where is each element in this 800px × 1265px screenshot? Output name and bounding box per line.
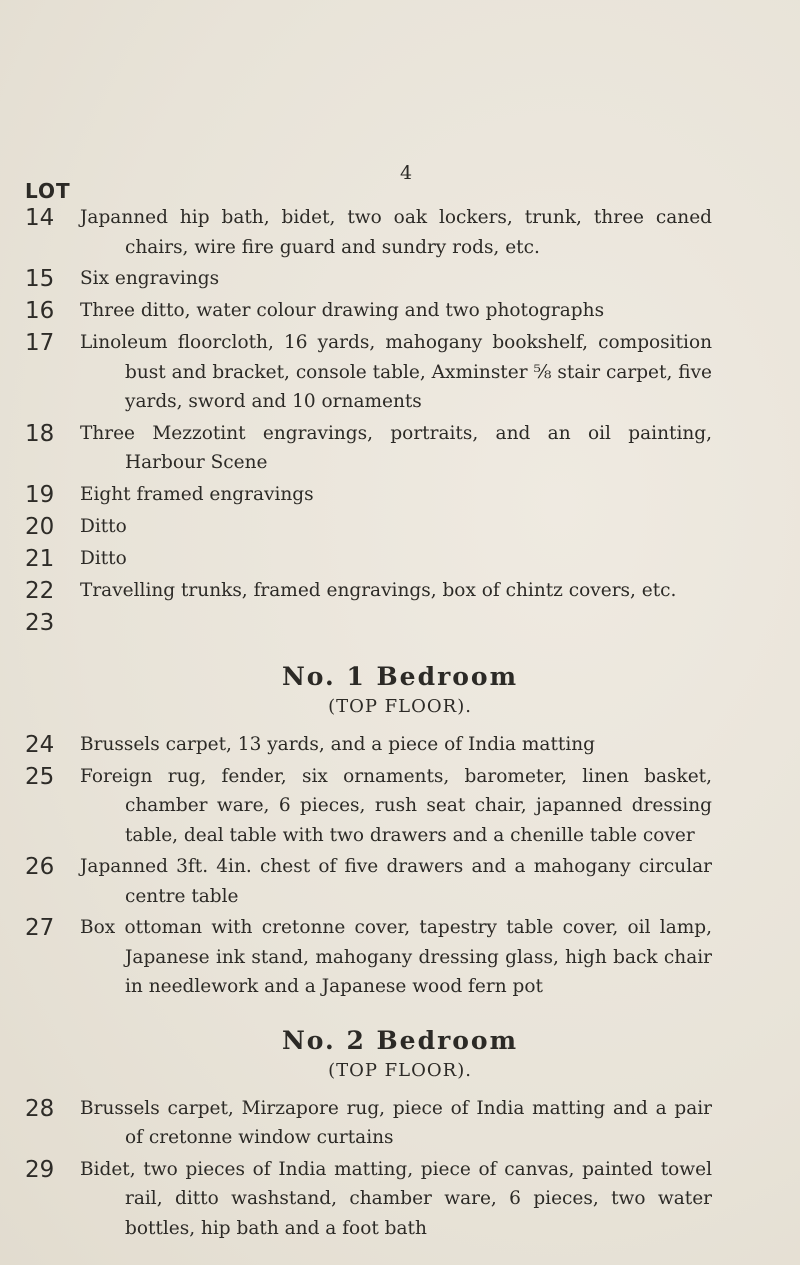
lot-number: 28	[25, 1095, 55, 1122]
lot-number: 16	[25, 298, 55, 324]
section-subtitle: (TOP FLOOR).	[328, 695, 472, 717]
lot-description: Travelling trunks, framed engravings, box of chintz covers, etc.	[80, 579, 677, 601]
lot-description: Ditto	[80, 547, 127, 569]
section-subtitle: (TOP FLOOR).	[328, 1059, 472, 1081]
lot-number: 15	[25, 266, 55, 292]
section-title: No. 1 Bedroom	[281, 661, 519, 691]
lot-description: Linoleum floorcloth, 16 yards, mahogany bookshelf, composition bust and bracket, console table, Axminster ⅝ stair carpet, five yards, sword and 10 ornaments	[80, 332, 712, 412]
lot-number: 14	[25, 205, 55, 231]
section-title: No. 2 Bedroom	[281, 1025, 519, 1055]
lot-number: 24	[25, 731, 55, 758]
lot-number: 27	[25, 915, 55, 941]
lot-number: 18	[25, 420, 55, 447]
lot-description: Japanned hip bath, bidet, two oak lockers, trunk, three caned chairs, wire fire guard and sundry rods, etc.	[80, 207, 712, 258]
lot-description: Brussels carpet, 13 yards, and a piece of India matting	[80, 733, 595, 755]
lot-column-header: LOT	[25, 179, 71, 203]
lot-description: Japanned 3ft. 4in. chest of five drawers and a mahogany circular centre table	[80, 856, 712, 907]
lot-description: Foreign rug, fender, six ornaments, barometer, linen basket, chamber ware, 6 pieces, rush seat chair, japanned dressing table, deal table with two drawers and a chenille table cover	[80, 765, 712, 846]
lot-number: 17	[25, 330, 55, 356]
lot-description: Bidet, two pieces of India matting, piece of canvas, painted towel rail, ditto washstand, chamber ware, 6 pieces, two water bottles, hip bath and a foot bath	[80, 1158, 712, 1239]
lot-number: 23	[25, 609, 55, 636]
lot-description: Six engravings	[80, 268, 220, 289]
lot-description: Brussels carpet, Mirzapore rug, piece of India matting and a pair of cretonne window curtains	[80, 1097, 712, 1148]
page-number: 4	[400, 162, 413, 184]
lot-description: Three Mezzotint engravings, portraits, and an oil painting, Harbour Scene	[80, 422, 712, 473]
lot-number: 25	[25, 763, 55, 790]
lot-description: Eight framed engravings	[80, 483, 314, 505]
lot-number: 19	[25, 481, 55, 508]
lot-description: Box ottoman with cretonne cover, tapestry table cover, oil lamp, Japanese ink stand, mahogany dressing glass, high back chair in needlework and a Japanese wood fern pot	[80, 917, 712, 997]
lot-description: Ditto	[80, 515, 127, 537]
lot-number: 20	[25, 513, 55, 540]
lot-description: Three ditto, water colour drawing and two photographs	[80, 300, 605, 321]
lot-number: 22	[25, 577, 55, 604]
lot-number: 26	[25, 854, 55, 880]
lot-number: 29	[25, 1156, 55, 1183]
lot-number: 21	[25, 545, 55, 572]
